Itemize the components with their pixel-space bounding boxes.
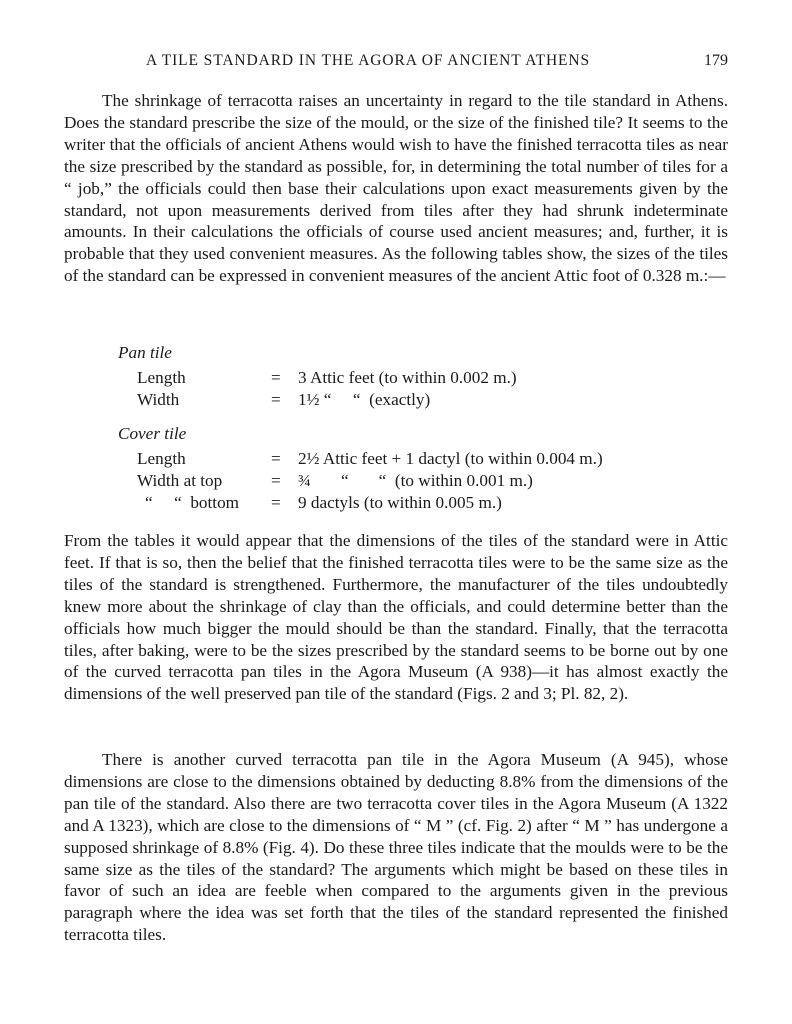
row-label: Length [137, 368, 186, 387]
row-equals: = [271, 493, 281, 512]
row-label: “ “ bottom [145, 493, 240, 512]
row-label: Width [137, 390, 180, 409]
row-label: Length [137, 449, 186, 468]
paragraph-attic-feet: From the tables it would appear that the dimensions of the tiles of the standard were in Attic feet. If that is so, then the belief that the finished terracotta tiles were to be the same size as the tiles of the standard is strengthened. Furthermore, the manufacturer of the tiles undoubtedly knew more about the shrinkage of clay than the officials, and could determine better than the officials how much bigger the mould should be than the standard. Finally, that the terracotta tiles, after baking, were to be the sizes prescribed by the standard seems to be borne out by one of the curved terracotta pan tiles in the Agora Museum (A 938)—it has almost exactly the dimensions of the well preserved pan tile of the standard (Figs. 2 and 3; Pl. 82, 2). [64, 531, 728, 704]
cover-tile-width-top-row [0, 471, 792, 493]
row-equals: = [271, 390, 281, 409]
cover-tile-length-row [0, 449, 792, 471]
row-equals: = [271, 368, 281, 387]
pan-tile-width-row [0, 390, 792, 412]
paragraph-another-tile: There is another curved terracotta pan tile in the Agora Museum (A 945), whose dimensions are close to the dimensions obtained by deducting 8.8% from the dimensions of the pan tile of the standard. Also there are two terracotta cover tiles in the Agora Museum (A 1322 and A 1323), which are close to the dimensions of “ M ” (cf. Fig. 2) after “ M ” has undergone a supposed shrinkage of 8.8% (Fig. 4). Do these three tiles indicate that the moulds were to be the same size as the tiles of the standard? The arguments which might be based on these tiles in favor of such an idea are feeble when compared to the arguments given in the previous paragraph where the idea was set forth that the tiles of the standard represented the finished terracotta tiles. [64, 750, 728, 945]
row-value: 2½ Attic feet + 1 dactyl (to within 0.004 m.) [298, 449, 603, 468]
row-equals: = [271, 471, 281, 490]
cover-tile-width-bottom-row [0, 493, 792, 515]
pan-tile-length-row [0, 368, 792, 390]
row-value: ¾ “ “ (to within 0.001 m.) [298, 471, 533, 490]
running-title: A TILE STANDARD IN THE AGORA OF ANCIENT ATHENS [146, 52, 591, 69]
paragraph-shrinkage: The shrinkage of terracotta raises an uncertainty in regard to the tile standard in Athens. Does the standard prescribe the size of the mould, or the size of the finished tile? It seems to the writer that the officials of ancient Athens would wish to have the finished terracotta tiles as near the size prescribed by the standard as possible, for, in determining the total number of tiles for a “ job,” the officials could then base their calculations upon exact measurements given by the standard, not upon measurements derived from tiles after they had shrunk indeterminate amounts. In their calculations the officials of course used ancient measures; and, further, it is probable that they used convenient measures. As the following tables show, the sizes of the tiles of the standard can be expressed in convenient measures of the ancient Attic foot of 0.328 m.:— [64, 91, 728, 286]
page-header [64, 50, 728, 74]
row-value: 3 Attic feet (to within 0.002 m.) [298, 368, 517, 387]
row-equals: = [271, 449, 281, 468]
pan-tile-heading: Pan tile [118, 343, 172, 362]
row-value: 1½ “ “ (exactly) [298, 390, 431, 409]
row-value: 9 dactyls (to within 0.005 m.) [298, 493, 502, 512]
page-number: 179 [704, 52, 728, 69]
cover-tile-heading: Cover tile [118, 424, 187, 443]
row-label: Width at top [137, 471, 223, 490]
